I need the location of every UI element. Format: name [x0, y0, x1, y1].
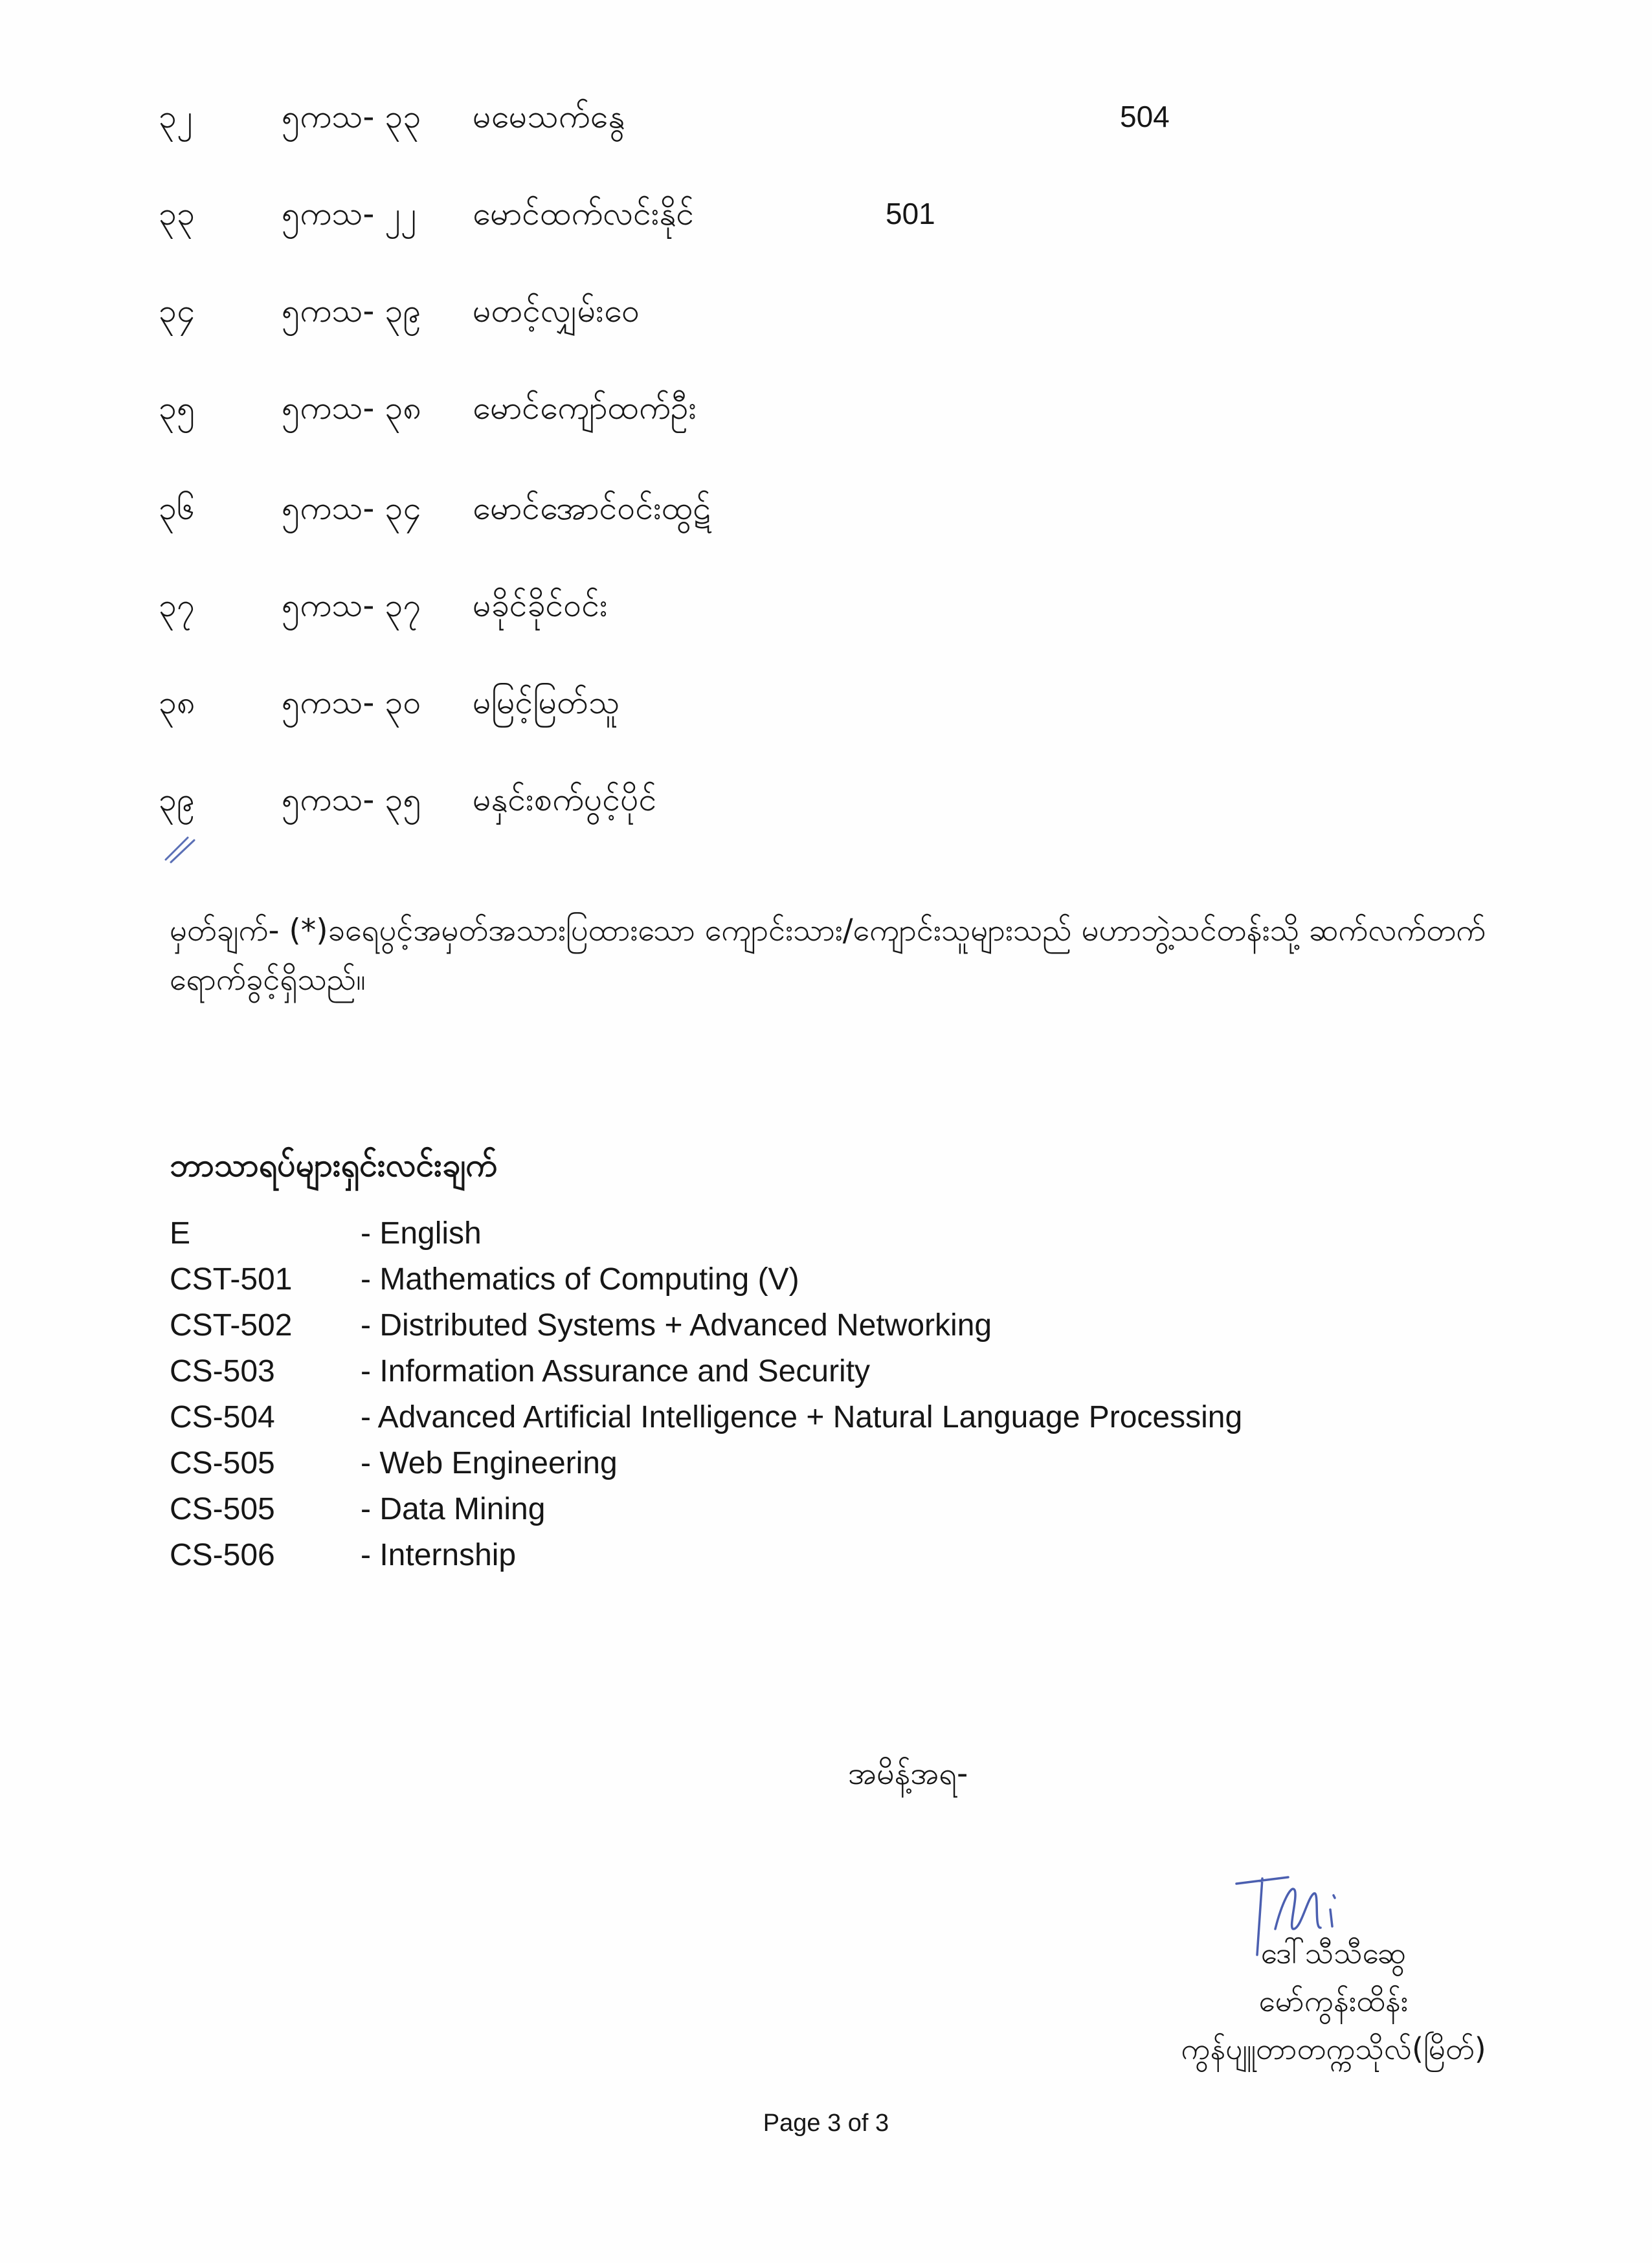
subject-code: E [170, 1216, 191, 1251]
subjects-title: ဘာသာရပ်များရှင်းလင်းချက် [170, 1146, 497, 1184]
subject-description: - Web Engineering [361, 1446, 618, 1480]
subject-mark: 504 [1120, 100, 1170, 133]
student-row-35 [0, 379, 1652, 437]
subject-description: - Data Mining [361, 1492, 546, 1526]
subject-row [170, 1210, 1529, 1256]
subject-description: - Advanced Artificial Intelligence + Natural Language Processing [361, 1400, 1243, 1434]
student-row-36 [0, 479, 1652, 537]
roll-number: ၅ကသ- ၂၂ [282, 195, 417, 232]
student-name: မောင်ထက်လင်းနိုင် [473, 195, 695, 232]
subject-description: - Internship [361, 1538, 517, 1572]
subject-code: CS-505 [170, 1492, 275, 1526]
student-row-37 [0, 576, 1652, 634]
subject-row [170, 1256, 1529, 1302]
subject-code: CS-505 [170, 1446, 275, 1480]
roll-number: ၅ကသ- ၃၃ [282, 98, 421, 135]
subject-description: - English [361, 1216, 482, 1251]
subject-code: CS-504 [170, 1400, 275, 1434]
signatory-name: ဒေါ်သီသီဆွေ [1260, 1935, 1407, 1970]
roll-number: ၅ကသ- ၃၇ [282, 586, 421, 624]
order-label: အမိန့်အရ- [848, 1756, 968, 1792]
subject-mark: 501 [886, 197, 935, 230]
subject-description: - Distributed Systems + Advanced Networking [361, 1308, 992, 1343]
roll-number: ၅ကသ- ၃၉ [282, 292, 421, 329]
student-row-38 [0, 673, 1652, 731]
subject-row [170, 1440, 1529, 1486]
subject-row [170, 1486, 1529, 1532]
signatory-title: မော်ကွန်းထိန်း [1258, 1983, 1409, 2018]
row-number: ၃၇ [159, 586, 195, 624]
subject-code: CST-502 [170, 1308, 293, 1343]
subject-row [170, 1394, 1529, 1440]
signatory-block [1100, 1929, 1567, 2073]
subject-description: - Mathematics of Computing (V) [361, 1262, 799, 1297]
row-number: ၃၃ [159, 195, 195, 232]
signatory-organization: ကွန်ပျူတာတက္ကသိုလ်(မြိတ်) [1181, 2031, 1486, 2066]
subject-code: CS-506 [170, 1538, 275, 1572]
subject-code: CS-503 [170, 1354, 275, 1388]
row-number: ၃၈ [159, 684, 195, 721]
roll-number: ၅ကသ- ၃၀ [282, 684, 421, 721]
row-number: ၃၉ [159, 781, 195, 818]
remark-note: မှတ်ချက်- (*)ခရေပွင့်အမှတ်အသားပြထားသော ကျောင်းသား/ကျောင်းသူများသည် မဟာဘွဲ့သင်တန်းသို့ ဆက်လက်တက်ရောက်ခွင့်ရှိသည်။ [170, 913, 1486, 998]
subject-row [170, 1302, 1529, 1348]
student-name: မနှင်းစက်ပွင့်ပိုင် [473, 781, 657, 818]
student-name: မောင်အောင်ဝင်းထွဋ် [473, 489, 711, 527]
student-row-34 [0, 282, 1652, 340]
page-number: Page 3 of 3 [763, 2110, 889, 2137]
row-number: ၃၅ [159, 389, 195, 427]
student-name: မောင်ကျော်ထက်ဦး [473, 389, 697, 427]
student-row-32 [0, 87, 1652, 146]
pen-tick-mark [162, 829, 201, 867]
subjects-list [170, 1210, 1529, 1578]
student-name: မခိုင်ခိုင်ဝင်း [473, 586, 608, 624]
roll-number: ၅ကသ- ၃၅ [282, 781, 421, 818]
row-number: ၃၂ [159, 98, 193, 135]
student-row-39 [0, 770, 1652, 829]
row-number: ၃၆ [159, 489, 195, 527]
roll-number: ၅ကသ- ၃၈ [282, 389, 422, 427]
roll-number: ၅ကသ- ၃၄ [282, 489, 421, 527]
student-row-33 [0, 184, 1652, 243]
student-name: မတင့်လျှမ်းဝေ [473, 292, 640, 329]
subject-row [170, 1532, 1529, 1578]
subject-code: CST-501 [170, 1262, 293, 1297]
subject-description: - Information Assurance and Security [361, 1354, 871, 1388]
row-number: ၃၄ [159, 292, 195, 329]
student-name: မမေသက်နွေ [473, 98, 625, 135]
subject-row [170, 1348, 1529, 1394]
student-name: မမြင့်မြတ်သူ [473, 684, 620, 721]
